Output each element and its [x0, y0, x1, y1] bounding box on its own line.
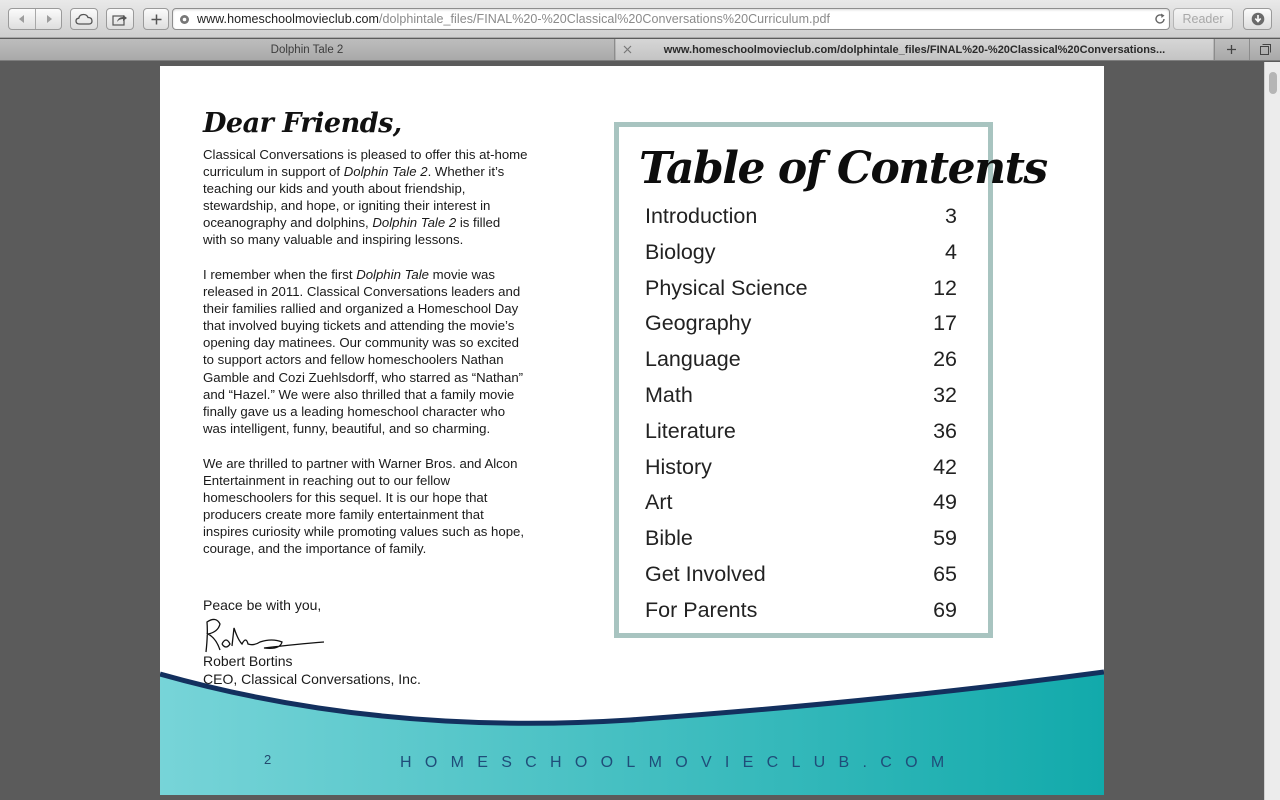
toc-item [645, 598, 957, 628]
toc-item [645, 419, 957, 449]
forward-arrow-icon [44, 14, 54, 24]
text-line: their families rallied and organized a Homeschool Day [203, 301, 519, 317]
toc-item-title: Geography [645, 311, 752, 336]
text-line: that involved buying tickets and attending the movie’s [203, 318, 515, 334]
letter-paragraph [203, 266, 563, 437]
plus-icon [151, 14, 162, 25]
toc-item-page: 36 [933, 418, 957, 443]
toc-item-page: 26 [933, 347, 957, 372]
toc-item-title: Language [645, 347, 741, 372]
toc-item [645, 455, 957, 485]
text-line: stewardship, and hope, or igniting their interest in [203, 198, 491, 214]
url-path: /dolphintale_files/FINAL%20-%20Classical%20Conversations%20Curriculum.pdf [378, 12, 831, 26]
toc-item-page: 12 [933, 275, 957, 300]
browser-toolbar [0, 0, 1280, 38]
site-settings-icon [179, 14, 190, 25]
toc-item-page: 59 [933, 526, 957, 551]
toc-item-title: For Parents [645, 597, 758, 622]
toc-item-title: Introduction [645, 204, 758, 228]
footer-website: HOMESCHOOLMOVIECLUB.COM [400, 754, 958, 771]
toc-item-title: Art [645, 490, 673, 515]
toc-item-page: 69 [933, 597, 957, 622]
toc-item [645, 490, 957, 520]
forward-button[interactable] [36, 9, 62, 29]
share-icon [112, 13, 128, 26]
toc-item [645, 347, 957, 377]
close-tab-icon[interactable] [623, 45, 632, 54]
url-text[interactable] [197, 12, 830, 26]
text-line: Classical Conversations is pleased to offer this at-home [203, 147, 528, 162]
signer-name: Robert Bortins [203, 653, 293, 669]
back-button[interactable] [9, 9, 35, 29]
text-line: homeschoolers for this sequel. It is our hope that [203, 490, 488, 506]
toc-item-page: 4 [945, 239, 957, 264]
text-line: courage, and the importance of family. [203, 541, 427, 557]
reload-icon[interactable] [1154, 13, 1166, 25]
text-line: I remember when the first Dolphin Tale movie was [203, 267, 495, 282]
toc-item [645, 383, 957, 413]
new-tab-button[interactable] [143, 8, 169, 30]
letter-paragraph [203, 146, 563, 249]
address-bar[interactable] [172, 8, 1170, 30]
toc-item [645, 311, 957, 341]
text-line: oceanography and dolphins, Dolphin Tale 2 is filled [203, 215, 501, 231]
tab-dolphin-tale[interactable] [0, 39, 615, 60]
text-line: Gamble and Cozi Zuehlsdorff, who starred as “Nathan” [203, 369, 524, 385]
toc-item-page: 17 [933, 311, 957, 336]
text-line: teaching our kids and youth about friendship, [203, 181, 466, 197]
toc-item-title: Bible [645, 526, 693, 551]
table-of-contents [614, 122, 1047, 638]
tab-bar [0, 39, 1280, 61]
toc-item-page: 65 [933, 562, 957, 586]
url-host: www.homeschoolmovieclub.com [197, 12, 379, 26]
toc-item-title: History [645, 454, 712, 479]
text-line: opening day matinees. Our community was so excited [203, 335, 519, 351]
toc-item-page: 49 [933, 490, 957, 515]
toc-item-title: Literature [645, 418, 736, 443]
toc-item [645, 276, 957, 306]
nav-buttons [8, 8, 62, 30]
toc-item-title: Math [645, 383, 693, 407]
toc-item [645, 204, 957, 234]
cloud-icon [75, 13, 93, 25]
text-line: released in 2011. Classical Conversations leaders and [203, 284, 521, 300]
overview-icon [1260, 44, 1271, 55]
text-line: with so many valuable and inspiring lessons. [203, 232, 464, 248]
text-line: finally gave us a leading homeschool character who [203, 403, 506, 419]
text-line: and “Hazel.” We were also thrilled that a family movie [203, 386, 515, 402]
add-tab-button[interactable] [1214, 39, 1248, 60]
toc-item [645, 240, 957, 270]
tab-label: www.homeschoolmovieclub.com/dolphintale_files/FINAL%20-%20Classical%20Conversations... [663, 43, 1166, 56]
text-line: was intelligent, funny, beautiful, and so charming. [203, 420, 491, 436]
downloads-button[interactable] [1243, 8, 1272, 30]
toc-item-page: 42 [933, 454, 957, 479]
text-line: to support actors and fellow homeschoolers Nathan [203, 352, 504, 368]
toc-item-title: Biology [645, 239, 716, 264]
text-line: producers create more family entertainment that [203, 507, 484, 523]
tab-overview-button[interactable] [1249, 39, 1280, 60]
text-line: inspires curiosity while promoting values such as hope, [203, 524, 525, 540]
plus-icon [1227, 45, 1236, 54]
toc-item-page: 3 [945, 204, 957, 228]
letter-closing: Peace be with you, [203, 597, 322, 613]
download-icon [1251, 12, 1265, 26]
icloud-tabs-button[interactable] [70, 8, 98, 30]
page-number: 2 [264, 752, 272, 767]
letter-paragraph [203, 455, 563, 558]
toc-item [645, 526, 957, 556]
toc-item-page: 32 [933, 383, 957, 407]
toc-item [645, 562, 957, 592]
tab-label: Dolphin Tale 2 [270, 43, 344, 56]
scrollbar-thumb[interactable] [1269, 72, 1277, 94]
letter-heading: Dear Friends, [203, 108, 402, 139]
share-button[interactable] [106, 8, 134, 30]
tab-pdf-active[interactable] [616, 39, 1213, 60]
toc-item-title: Get Involved [645, 562, 766, 586]
text-line: curriculum in support of Dolphin Tale 2. Whether it’s [203, 164, 505, 180]
back-arrow-icon [17, 14, 27, 24]
text-line: Entertainment in reaching out to our fellow [203, 473, 451, 489]
pdf-page [160, 66, 1104, 795]
vertical-scrollbar[interactable] [1264, 62, 1280, 800]
text-line: We are thrilled to partner with Warner Bros. and Alcon [203, 456, 518, 471]
signer-title: CEO, Classical Conversations, Inc. [203, 671, 421, 687]
toc-item-title: Physical Science [645, 275, 808, 300]
toc-heading: Table of Contents [639, 143, 1047, 194]
reader-button[interactable]: Reader [1173, 8, 1233, 30]
